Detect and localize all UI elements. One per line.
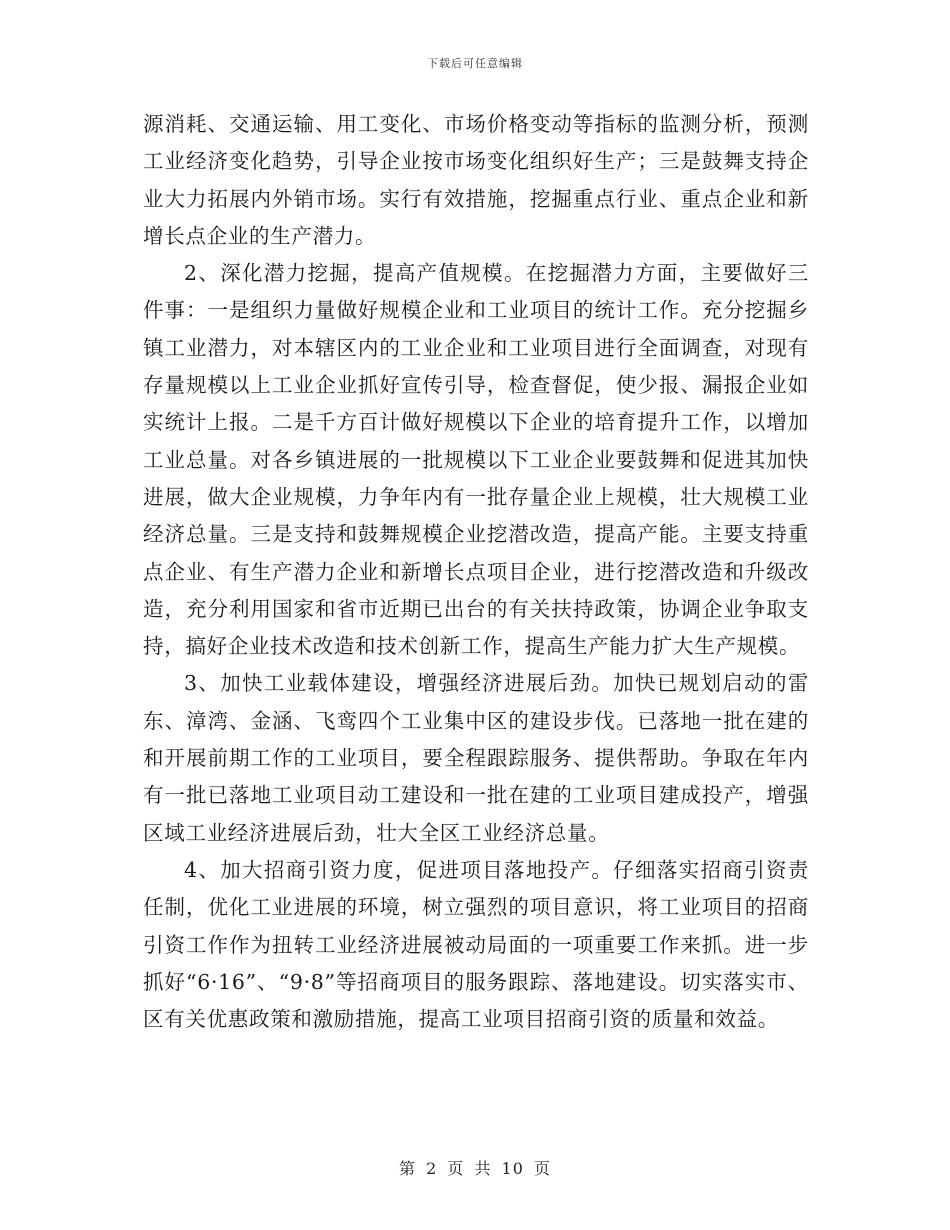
page-footer: 第 2 页 共 10 页	[399, 1159, 551, 1178]
paragraph-item-3: 3、加快工业载体建设，增强经济进展后劲。加快已规划启动的雷东、漳湾、金涵、飞鸾四个工业集中区的建设步伐。已落地一批在建的和开展前期工作的工业项目，要全程跟踪服务、提供帮助。争取在年内有一批已落地工业项目动工建设和一批在建的工业项目建成投产，增强区域工业经济进展后劲，壮大全区工业经济总量。	[143, 671, 809, 845]
paragraph-continuation: 源消耗、交通运输、用工变化、市场价格变动等指标的监测分析，预测工业经济变化趋势，引导企业按市场变化组织好生产；三是鼓舞支持企业大力拓展内外销市场。实行有效措施，挖掘重点行业、重点企业和新增长点企业的生产潜力。	[143, 112, 809, 248]
page-header: 下载后可任意编辑	[427, 57, 523, 70]
document-body	[143, 106, 809, 1038]
paragraph-item-2: 2、深化潜力挖掘，提高产值规模。在挖掘潜力方面，主要做好三件事：一是组织力量做好规模企业和工业项目的统计工作。充分挖掘乡镇工业潜力，对本辖区内的工业企业和工业项目进行全面调查，对现有存量规模以上工业企业抓好宣传引导，检查督促，使少报、漏报企业如实统计上报。二是千方百计做好规模以下企业的培育提升工作，以增加工业总量。对各乡镇进展的一批规模以下工业企业要鼓舞和促进其加快进展，做大企业规模，力争年内有一批存量企业上规模，壮大规模工业经济总量。三是支持和鼓舞规模企业挖潜改造，提高产能。主要支持重点企业、有生产潜力企业和新增长点项目企业，进行挖潜改造和升级改造，充分利用国家和省市近期已出台的有关扶持政策，协调企业争取支持，搞好企业技术改造和技术创新工作，提高生产能力扩大生产规模。	[143, 261, 809, 659]
paragraph-item-4: 4、加大招商引资力度，促进项目落地投产。仔细落实招商引资责任制，优化工业进展的环境，树立强烈的项目意识，将工业项目的招商引资工作作为扭转工业经济进展被动局面的一项重要工作来抓。进一步抓好“6·16”、“9·8”等招商项目的服务跟踪、落地建设。切实落实市、区有关优惠政策和激励措施，提高工业项目招商引资的质量和效益。	[143, 857, 809, 1032]
